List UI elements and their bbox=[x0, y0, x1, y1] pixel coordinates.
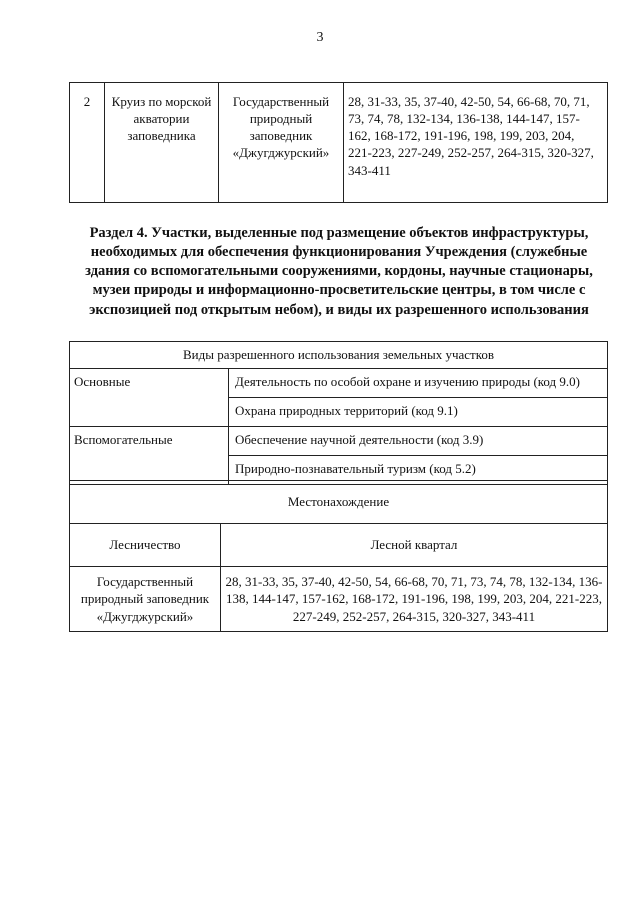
table-row bbox=[70, 427, 608, 456]
table-header-row bbox=[70, 524, 608, 567]
location-header: Местонахождение bbox=[70, 481, 608, 524]
quarter-list: 28, 31-33, 35, 37-40, 42-50, 54, 66-68, 70, 71, 73, 74, 78, 132-134, 136-138, 144-147, 157-162, 168-172, 191-196, 198, 199, 203, 204, 221-223, 227-249, 252-257, 264-315, 320-327, 343-411 bbox=[221, 567, 608, 632]
table-row bbox=[70, 567, 608, 632]
row-number: 2 bbox=[70, 83, 105, 203]
section-heading: Раздел 4. Участки, выделенные под размещение объектов инфраструктуры, необходимых для обеспечения функционирования Учреждения (служебные здания со вспомогательными сооружениями, кордоны, научные стационары, музеи природы и информационно-просветительские центры, в том числе с экспозицией под открытым небом), и виды их разрешенного использования bbox=[85, 225, 593, 318]
main-use-item: Деятельность по особой охране и изучению природы (код 9.0) bbox=[229, 369, 608, 398]
main-uses-label: Основные bbox=[70, 369, 229, 427]
organization-name: Государственный природный заповедник «Джугджурский» bbox=[219, 83, 344, 203]
forestry-name: Государственный природный заповедник «Джугджурский» bbox=[70, 567, 221, 632]
table-header-row bbox=[70, 342, 608, 369]
table-row bbox=[70, 83, 608, 203]
quarter-list: 28, 31-33, 35, 37-40, 42-50, 54, 66-68, 70, 71, 73, 74, 78, 132-134, 136-138, 144-147, 157-162, 168-172, 191-196, 198, 199, 203, 204, 221-223, 227-249, 252-257, 264-315, 320-327, 343-411 bbox=[344, 83, 608, 203]
aux-use-item: Природно-познавательный туризм (код 5.2) bbox=[229, 456, 608, 485]
cruise-table bbox=[69, 82, 608, 203]
table-row bbox=[70, 369, 608, 398]
land-use-table bbox=[69, 341, 608, 485]
main-use-item: Охрана природных территорий (код 9.1) bbox=[229, 398, 608, 427]
table-header-row bbox=[70, 481, 608, 524]
land-use-header: Виды разрешенного использования земельных участков bbox=[70, 342, 608, 369]
quarter-column-header: Лесной квартал bbox=[221, 524, 608, 567]
route-name: Круиз по морской акватории заповедника bbox=[105, 83, 219, 203]
aux-uses-label: Вспомогательные bbox=[70, 427, 229, 485]
page-number: 3 bbox=[316, 30, 324, 45]
location-table bbox=[69, 480, 608, 632]
forestry-column-header: Лесничество bbox=[70, 524, 221, 567]
aux-use-item: Обеспечение научной деятельности (код 3.9) bbox=[229, 427, 608, 456]
